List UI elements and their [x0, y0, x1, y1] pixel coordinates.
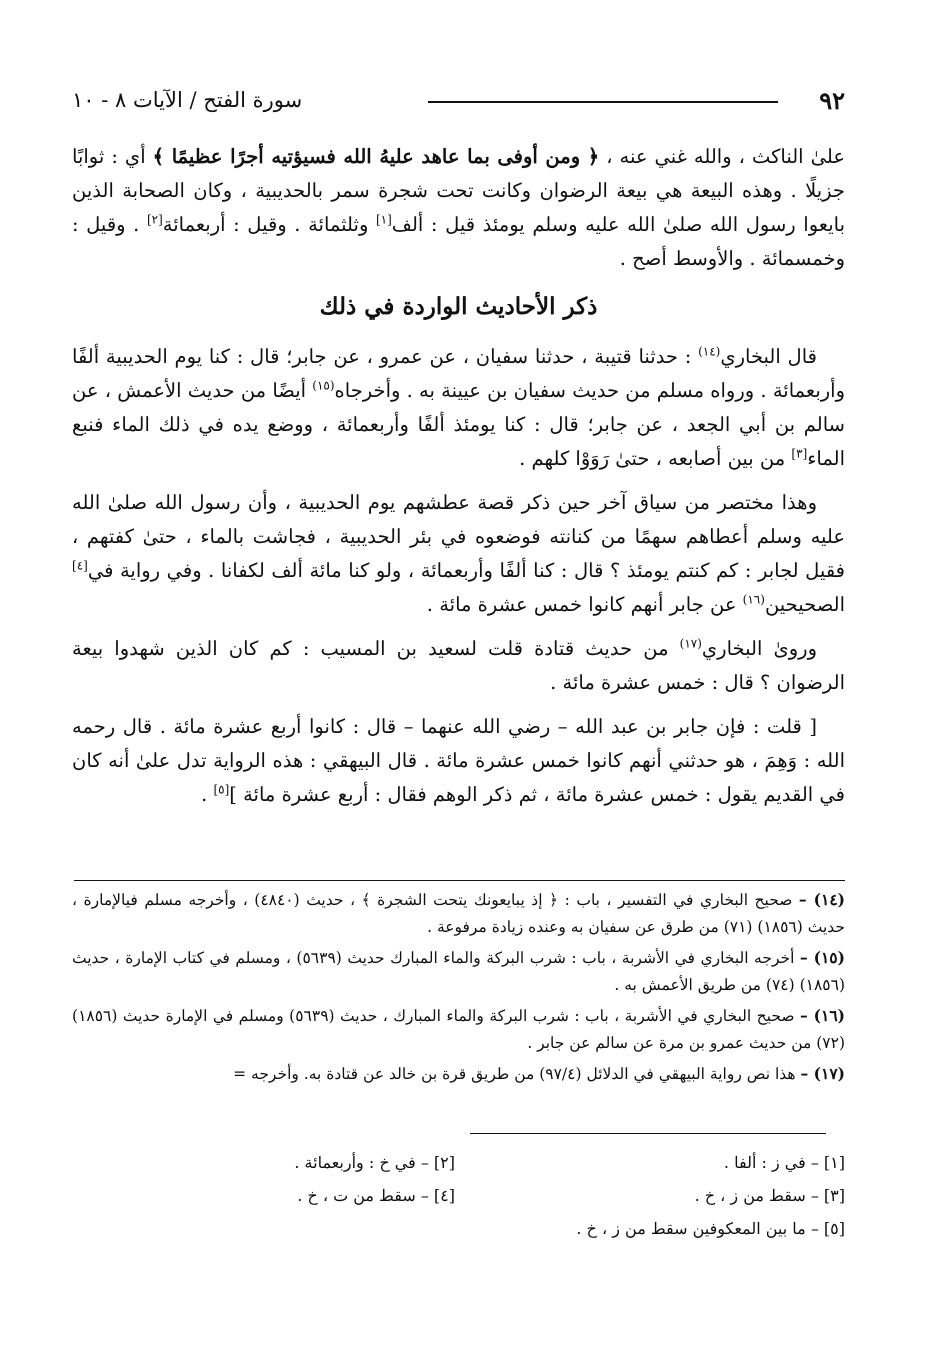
paragraph-4: وروىٰ البخاري$^{(١٧)}$ من حديث قتادة قلت لسعيد بن المسيب : كم كان الذين شهدوا بيعة الرضوان ؟ قال : خمس عشرة مائة .	[72, 636, 845, 694]
running-header	[72, 80, 845, 120]
variant-ref: [٥]	[213, 782, 230, 797]
running-title: سورة الفتح / الآيات ٨ - ١٠	[72, 88, 303, 112]
footnote-ref: (١٤)	[698, 344, 721, 359]
footnote-16: (١٦) – صحيح البخاري في الأشربة ، باب : شرب البركة والماء المبارك ، حديث (٥٦٣٩) ومسلم في الإمارة حديث (١٨٥٦) (٧٢) من حديث عمرو بن مرة عن سالم عن جابر .	[72, 1006, 846, 1052]
footnote-14: (١٤) – صحيح البخاري في التفسير ، باب : ﴿ إذ يبايعونك يتحت الشجرة ﴾ ، حديث (٤٨٤٠) ، وأخرجه مسلم فيالإمارة ، حديث (١٨٥٦) (٧١) من طرق عن سفيان به وعنده زيادة مرفوعة .	[72, 890, 845, 936]
variant-row	[65, 1179, 845, 1212]
variant-ref: [٣]	[791, 446, 808, 461]
footnote-ref: (١٧)	[679, 636, 702, 651]
footnotes	[72, 886, 845, 1091]
variant-row	[65, 1146, 845, 1179]
paragraph-1: علىٰ الناكث ، والله غني عنه ، ﴿ ومن أوفى بما عاهد عليهُ الله فسيؤتيه أجرًا عظيمًا ﴾ أي : ثوابًا جزيلًا . وهذه البيعة هي بيعة الرضوان وكانت تحت شجرة سمر بالحديبية ، وكان الصحابة الذين بايعوا رسول الله صلىٰ الله عليه وسلم يومئذ قيل : ألف[١] وثلثمائة . وقيل : أربعمائة[٢] . وقيل : وخمسمائة . والأوسط أصح .	[72, 145, 846, 270]
variant-note-3: [٣] – سقط من ز ، خ .	[694, 1186, 845, 1205]
paragraph-5: [ قلت : فإن جابر بن عبد الله – رضي الله عنهما – قال : كانوا أربع عشرة مائة . قال رحمه الله : وَهِمَ ، هو حدثني أنهم كانوا خمس عشرة مائة . قال البيهقي : هذه الرواية تدل علىٰ أنه كان في القديم يقول : خمس عشرة مائة ، ثم ذكر الوهم فقال : أربع عشرة مائة ][٥] .	[72, 715, 845, 806]
variant-note-2: [٢] – في خ : وأربعمائة .	[294, 1153, 455, 1172]
paragraph-2: قال البخاري$^{(١٤)}$ : حدثنا قتيبة ، حدثنا سفيان ، عن عمرو ، عن جابر؛ قال : كنا يوم الحديبية ألفًا وأربعمائة . ورواه مسلم من حديث سفيان بن عيينة به . وأخرجاه$^{(١٥)}$ أيضًا من حديث الأعمش ، عن سالم بن أبي الجعد ، عن جابر؛ قال : كنا يومئذ ألفًا وأربعمائة ، ووضع يده في ذلك الماء فنبع الماء[٣] من بين أصابعه ، حتىٰ رَوَوْا كلهم .	[72, 344, 845, 470]
section-heading: ذكر الأحاديث الواردة في ذلك	[319, 293, 598, 320]
footnote-rule	[74, 880, 845, 881]
page-number: ٩٢	[819, 85, 845, 115]
header-rule	[428, 101, 778, 103]
variant-row	[65, 1212, 845, 1245]
main-text	[72, 140, 845, 812]
variant-note-4: [٤] – سقط من ت ، خ .	[297, 1186, 455, 1205]
variant-note-5: [٥] – ما بين المعكوفين سقط من ز ، خ .	[576, 1219, 845, 1238]
variant-note-1: [١] – في ز : ألفا .	[723, 1153, 845, 1172]
variant-notes	[65, 1146, 845, 1245]
footnote-ref: (١٥)	[312, 378, 335, 393]
quran-quote: ﴿ ومن أوفى بما عاهد عليهُ الله فسيؤتيه أجرًا عظيمًا ﴾	[152, 145, 600, 168]
footnote-ref: (١٦)	[742, 592, 765, 607]
variant-notes-rule	[470, 1133, 826, 1134]
variant-ref: [٢]	[146, 212, 163, 227]
footnote-15: (١٥) – أخرجه البخاري في الأشربة ، باب : شرب البركة والماء المبارك حديث (٥٦٣٩) ، ومسلم في كتاب الإمارة ، حديث (١٨٥٦) (٧٤) من طريق الأعمش به .	[72, 948, 845, 994]
variant-ref: [١]	[375, 212, 392, 227]
footnote-17: (١٧) – هذا نص رواية البيهقي في الدلائل (٩٧/٤) من طريق قرة بن خالد عن قتادة به. وأخرجه =	[233, 1064, 845, 1083]
variant-ref: [٤]	[72, 558, 88, 573]
paragraph-3: وهذا مختصر من سياق آخر حين ذكر قصة عطشهم يوم الحديبية ، وأن رسول الله صلىٰ الله عليه وسلم أعطاهم سهمًا من كنانته فوضعوه في بئر الحديبية ، فجاشت بالماء ، حتىٰ كفتهم ، فقيل لجابر : كم كنتم يومئذ ؟ قال : كنا ألفًا وأربعمائة ، ولو كنا مائة ألف لكفانا . وفي رواية في[٤] الصحيحين$^{(١٦)}$ عن جابر أنهم كانوا خمس عشرة مائة .	[72, 491, 845, 616]
